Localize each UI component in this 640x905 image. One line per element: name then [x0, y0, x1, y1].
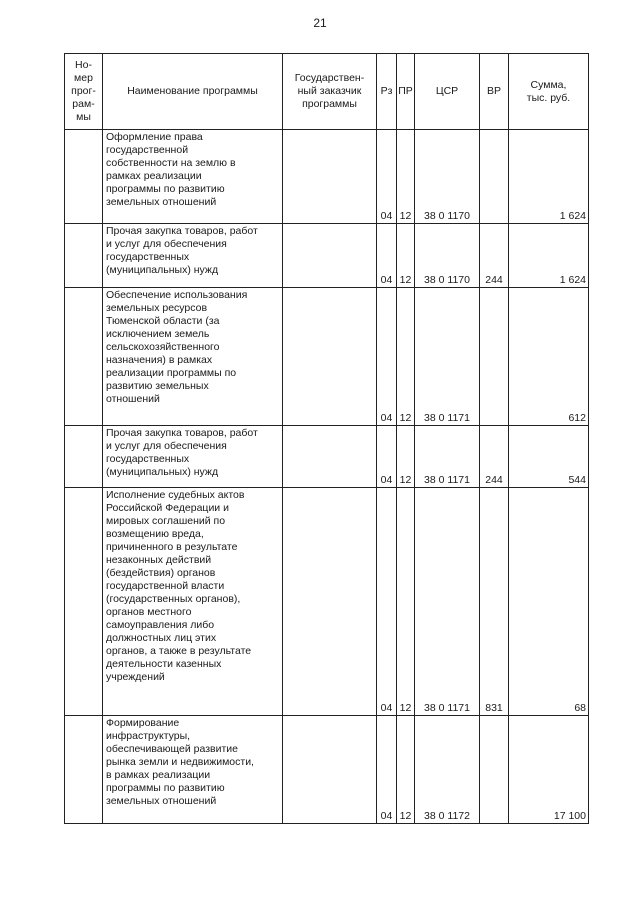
- cell-state-customer: [283, 716, 377, 824]
- cell-vr: 244: [480, 426, 509, 488]
- cell-program-number: [65, 130, 103, 224]
- header-rz: Рз: [377, 54, 397, 130]
- cell-pr: 12: [397, 488, 415, 716]
- cell-sum: 1 624: [509, 130, 589, 224]
- cell-sum: 544: [509, 426, 589, 488]
- cell-state-customer: [283, 426, 377, 488]
- cell-vr: [480, 130, 509, 224]
- cell-pr: 12: [397, 716, 415, 824]
- cell-program-name: Формирование инфраструктуры, обеспечивающей развитие рынка земли и недвижимости, в рамках реализации программы по развитию земельных отношений: [103, 716, 283, 824]
- cell-rz: 04: [377, 426, 397, 488]
- header-program-name: Наименование программы: [103, 54, 283, 130]
- cell-sum: 612: [509, 288, 589, 426]
- table-row: [65, 130, 589, 224]
- cell-program-name: Исполнение судебных актов Российской Федерации и мировых соглашений по возмещению вреда, причиненного в результате незаконных действий (бездействия) органов государственной власти (государственных органов), органов местного самоуправления либо должностных лиц этих органов, а также в результате деятельности казенных учреждений: [103, 488, 283, 716]
- header-pr: ПР: [397, 54, 415, 130]
- table-row: [65, 288, 589, 426]
- cell-sum: 17 100: [509, 716, 589, 824]
- header-csr: ЦСР: [415, 54, 480, 130]
- cell-program-name: Прочая закупка товаров, работ и услуг для обеспечения государственных (муниципальных) нужд: [103, 224, 283, 288]
- cell-program-number: [65, 716, 103, 824]
- cell-state-customer: [283, 488, 377, 716]
- cell-sum: 68: [509, 488, 589, 716]
- cell-program-name: Оформление права государственной собственности на землю в рамках реализации программы по развитию земельных отношений: [103, 130, 283, 224]
- cell-csr: 38 0 1171: [415, 426, 480, 488]
- cell-pr: 12: [397, 224, 415, 288]
- cell-state-customer: [283, 224, 377, 288]
- cell-program-name: Прочая закупка товаров, работ и услуг для обеспечения государственных (муниципальных) нужд: [103, 426, 283, 488]
- table-header-row: [65, 54, 589, 130]
- page-number: 21: [313, 16, 327, 30]
- table-row: [65, 488, 589, 716]
- header-state-customer: Государствен- ный заказчик программы: [283, 54, 377, 130]
- cell-pr: 12: [397, 130, 415, 224]
- cell-vr: [480, 288, 509, 426]
- cell-program-number: [65, 288, 103, 426]
- cell-program-number: [65, 488, 103, 716]
- cell-state-customer: [283, 288, 377, 426]
- cell-csr: 38 0 1171: [415, 488, 480, 716]
- cell-sum: 1 624: [509, 224, 589, 288]
- table-row: [65, 716, 589, 824]
- cell-csr: 38 0 1172: [415, 716, 480, 824]
- cell-rz: 04: [377, 288, 397, 426]
- table-row: [65, 426, 589, 488]
- cell-pr: 12: [397, 288, 415, 426]
- cell-vr: 244: [480, 224, 509, 288]
- cell-csr: 38 0 1170: [415, 224, 480, 288]
- cell-rz: 04: [377, 488, 397, 716]
- cell-pr: 12: [397, 426, 415, 488]
- cell-program-number: [65, 224, 103, 288]
- header-program-number: Но- мер прог- рам- мы: [65, 54, 103, 130]
- table-row: [65, 224, 589, 288]
- cell-rz: 04: [377, 716, 397, 824]
- cell-csr: 38 0 1171: [415, 288, 480, 426]
- cell-vr: [480, 716, 509, 824]
- cell-csr: 38 0 1170: [415, 130, 480, 224]
- cell-vr: 831: [480, 488, 509, 716]
- header-vr: ВР: [480, 54, 509, 130]
- cell-program-name: Обеспечение использования земельных ресурсов Тюменской области (за исключением земель сельскохозяйственного назначения) в рамках реализации программы по развитию земельных отношений: [103, 288, 283, 426]
- cell-program-number: [65, 426, 103, 488]
- budget-program-table: [64, 53, 589, 824]
- header-sum: Сумма, тыс. руб.: [509, 54, 589, 130]
- cell-state-customer: [283, 130, 377, 224]
- cell-rz: 04: [377, 130, 397, 224]
- cell-rz: 04: [377, 224, 397, 288]
